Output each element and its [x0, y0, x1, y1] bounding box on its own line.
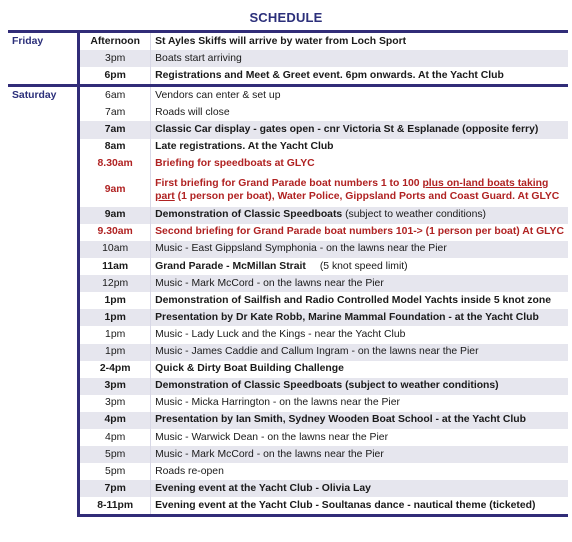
- table-row: [8, 86, 568, 105]
- event-cell: Music - Mark McCord - on the lawns near the Pier: [151, 446, 568, 463]
- event-cell: [151, 207, 568, 224]
- table-row: [8, 139, 568, 156]
- table-row: [8, 121, 568, 138]
- time-cell: 7am: [79, 104, 151, 121]
- table-row: [8, 361, 568, 378]
- table-row: [8, 173, 568, 207]
- time-cell: Afternoon: [79, 32, 151, 51]
- event-cell: Classic Car display - gates open - cnr Victoria St & Esplanade (opposite ferry): [151, 121, 568, 138]
- table-row: [8, 292, 568, 309]
- table-row: [8, 344, 568, 361]
- event-cell: Briefing for speedboats at GLYC: [155, 158, 315, 170]
- event-cell: Presentation by Ian Smith, Sydney Wooden Boat School - at the Yacht Club: [151, 412, 568, 429]
- table-row: [8, 309, 568, 326]
- time-cell: 4pm: [79, 412, 151, 429]
- day-label-saturday: Saturday: [8, 86, 79, 516]
- time-cell: 9am: [79, 207, 151, 224]
- time-cell: 2-4pm: [79, 361, 151, 378]
- event-cell: Boats start arriving: [151, 50, 568, 67]
- time-cell: 3pm: [79, 395, 151, 412]
- event-cell: Music - Micka Harrington - on the lawns near the Pier: [155, 397, 400, 409]
- day-label-friday: Friday: [8, 32, 79, 86]
- event-cell: Registrations and Meet & Greet event. 6pm onwards. At the Yacht Club: [151, 67, 568, 86]
- event-cell: [151, 173, 568, 207]
- event-cell: Music - Mark McCord - on the lawns near the Pier: [151, 275, 568, 292]
- event-cell: Demonstration of Classic Speedboats (subject to weather conditions): [151, 378, 568, 395]
- time-cell: 8am: [79, 139, 151, 156]
- time-cell: 9am: [79, 173, 151, 207]
- table-row: [8, 258, 568, 275]
- event-underlined-text: plus on-land boats taking part: [155, 177, 549, 202]
- table-row: [8, 32, 568, 51]
- time-cell: 11am: [79, 258, 151, 275]
- time-cell: 1pm: [79, 344, 151, 361]
- table-row: [8, 156, 568, 173]
- table-row: [8, 104, 568, 121]
- time-cell: 5pm: [79, 446, 151, 463]
- table-row: [8, 480, 568, 497]
- table-row: [8, 497, 568, 516]
- time-cell: 3pm: [79, 50, 151, 67]
- event-cell: Quick & Dirty Boat Building Challenge: [155, 363, 344, 375]
- event-cell: Vendors can enter & set up: [151, 86, 568, 105]
- event-cell: Evening event at the Yacht Club - Soultanas dance - nautical theme (ticketed): [151, 497, 568, 516]
- table-row: [8, 275, 568, 292]
- event-cell: St Ayles Skiffs will arrive by water from Loch Sport: [151, 32, 568, 51]
- time-cell: 8.30am: [79, 156, 151, 173]
- table-row: [8, 429, 568, 446]
- time-cell: 1pm: [79, 326, 151, 343]
- time-cell: 4pm: [79, 429, 151, 446]
- event-cell: Music - James Caddie and Callum Ingram - on the lawns near the Pier: [151, 344, 568, 361]
- table-row: [8, 326, 568, 343]
- table-row: [8, 224, 568, 241]
- time-cell: 6pm: [79, 67, 151, 86]
- time-cell: 6am: [79, 86, 151, 105]
- table-row: [8, 378, 568, 395]
- event-cell: Music - East Gippsland Symphonia - on the lawns near the Pier: [151, 241, 568, 258]
- time-cell: 12pm: [79, 275, 151, 292]
- time-cell: 9.30am: [79, 224, 151, 241]
- event-text: (subject to weather conditions): [342, 209, 487, 221]
- event-cell: Roads will close: [155, 106, 230, 118]
- event-text: Demonstration of Classic Speedboats: [155, 209, 343, 221]
- time-cell: 1pm: [79, 309, 151, 326]
- event-cell: Late registrations. At the Yacht Club: [155, 141, 334, 153]
- time-cell: 10am: [79, 241, 151, 258]
- table-row: [8, 412, 568, 429]
- schedule-table: [8, 30, 568, 517]
- time-cell: 7pm: [79, 480, 151, 497]
- table-row: [8, 67, 568, 86]
- table-row: [8, 446, 568, 463]
- time-cell: 5pm: [79, 463, 151, 480]
- event-cell: Evening event at the Yacht Club - Olivia Lay: [151, 480, 568, 497]
- event-cell: [151, 258, 568, 275]
- time-cell: 8-11pm: [79, 497, 151, 516]
- event-cell: Roads re-open: [155, 465, 224, 477]
- table-row: [8, 241, 568, 258]
- table-row: [8, 207, 568, 224]
- event-cell: Music - Lady Luck and the Kings - near the Yacht Club: [155, 328, 406, 340]
- table-row: [8, 50, 568, 67]
- time-cell: 3pm: [79, 378, 151, 395]
- page-title: SCHEDULE: [249, 10, 323, 25]
- event-cell: Music - Warwick Dean - on the lawns near the Pier: [155, 431, 389, 443]
- time-cell: 7am: [79, 121, 151, 138]
- event-cell: Second briefing for Grand Parade boat numbers 101-> (1 person per boat) At GLYC: [155, 226, 564, 238]
- table-row: [8, 395, 568, 412]
- event-text: First briefing for Grand Parade boat numbers 1 to 100: [155, 177, 423, 189]
- event-cell: Demonstration of Sailfish and Radio Controlled Model Yachts inside 5 knot zone: [155, 294, 551, 306]
- table-row: [8, 463, 568, 480]
- event-text: (5 knot speed limit): [319, 260, 408, 272]
- time-cell: 1pm: [79, 292, 151, 309]
- event-text: Grand Parade - McMillan Strait: [155, 260, 306, 272]
- event-cell: Presentation by Dr Kate Robb, Marine Mammal Foundation - at the Yacht Club: [151, 309, 568, 326]
- event-text: (1 person per boat), Water Police, Gippsland Ports and Coast Guard. At GLYC: [174, 190, 560, 202]
